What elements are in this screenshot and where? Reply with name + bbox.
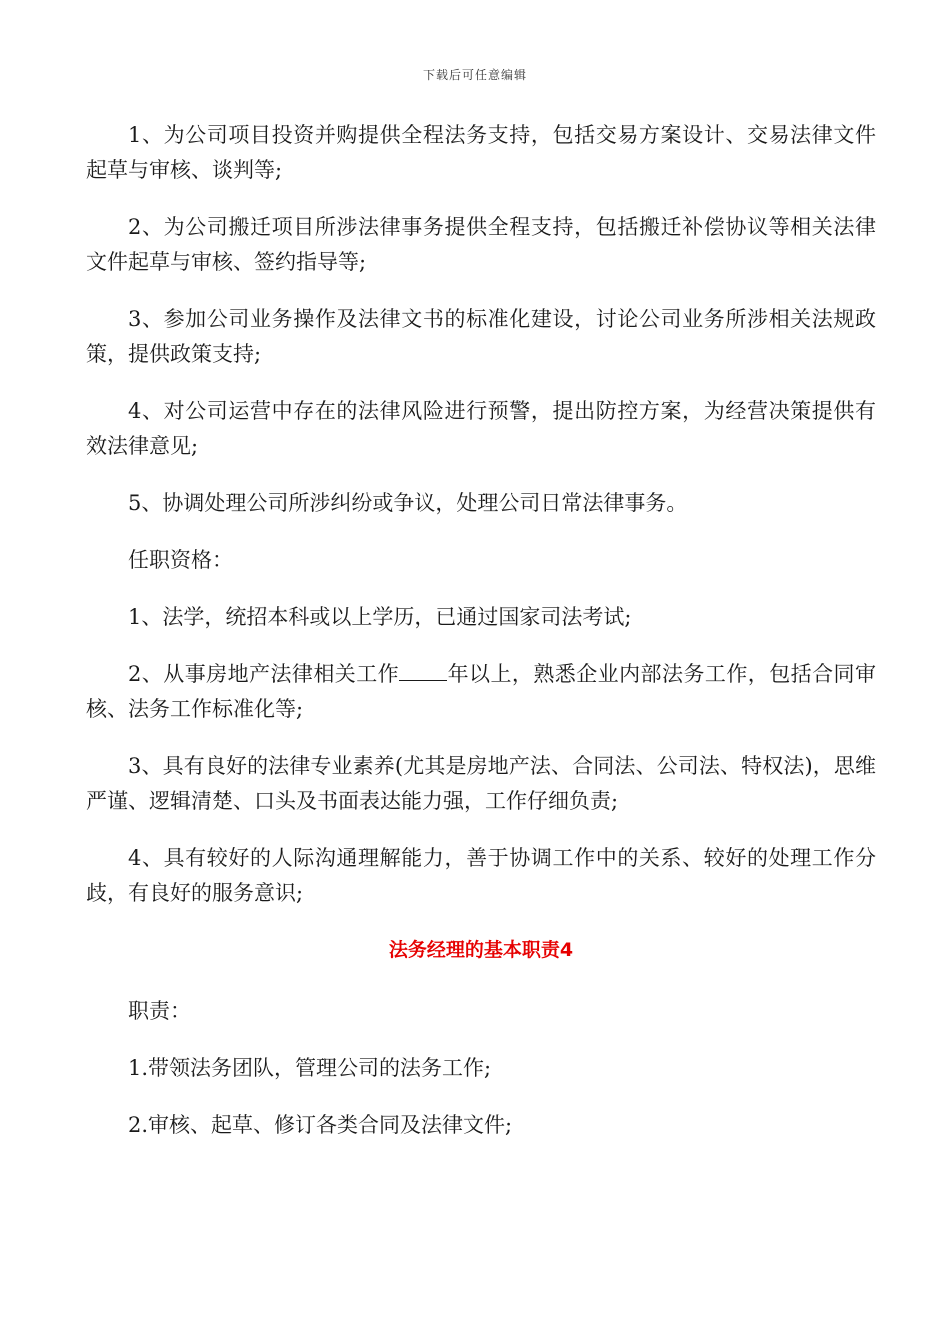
section-item: 2.审核、起草、修订各类合同及法律文件; xyxy=(128,1113,513,1137)
qualification-item: 3、具有良好的法律专业素养(尤其是房地产法、合同法、公司法、特权法)，思维严谨、逻辑清楚、口头及书面表达能力强，工作仔细负责; xyxy=(86,754,876,813)
qualifications-heading: 任职资格： xyxy=(128,548,233,572)
duty-item: 4、对公司运营中存在的法律风险进行预警，提出防控方案，为经营决策提供有效法律意见; xyxy=(86,399,876,458)
header-note: 下载后可任意编辑 xyxy=(422,68,527,82)
document-body xyxy=(86,118,876,1165)
duty-item: 2、为公司搬迁项目所涉法律事务提供全程支持，包括搬迁补偿协议等相关法律文件起草与审核、签约指导等; xyxy=(86,215,876,274)
duty-item: 3、参加公司业务操作及法律文书的标准化建设，讨论公司业务所涉相关法规政策，提供政策支持; xyxy=(86,307,876,366)
blank-line xyxy=(399,660,447,681)
section-title: 法务经理的基本职责4 xyxy=(388,939,574,961)
qualification-text-before: 2、从事房地产法律相关工作 xyxy=(128,662,400,686)
duties-heading: 职责： xyxy=(128,999,191,1023)
section-item: 1.带领法务团队，管理公司的法务工作; xyxy=(128,1056,492,1080)
qualification-item: 4、具有较好的人际沟通理解能力，善于协调工作中的关系、较好的处理工作分歧，有良好的服务意识; xyxy=(86,846,876,905)
qualification-item xyxy=(86,657,876,727)
duty-item: 1、为公司项目投资并购提供全程法务支持，包括交易方案设计、交易法律文件起草与审核、谈判等; xyxy=(86,123,876,182)
qualification-text-after: 年以上，熟悉企业内部法务工作，包括合同审核、法务工作标准化等; xyxy=(86,662,876,721)
duty-item: 5、协调处理公司所涉纠纷或争议，处理公司日常法律事务。 xyxy=(128,491,688,515)
qualification-item: 1、法学，统招本科或以上学历，已通过国家司法考试; xyxy=(128,605,632,629)
